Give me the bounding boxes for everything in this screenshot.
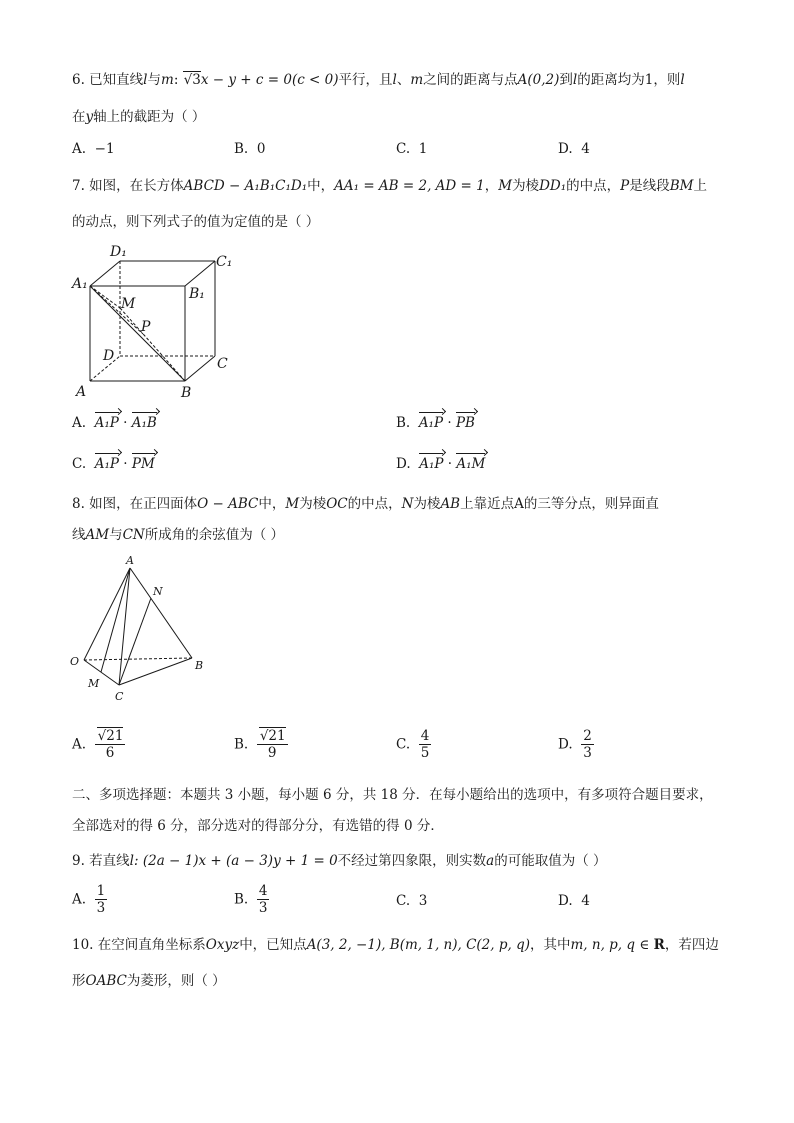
q6-text: 的距离均为1，则 [577, 72, 681, 88]
label-c1: C₁ [216, 254, 233, 270]
q7-text: ， [484, 178, 499, 194]
q6-point: A(0,2) [517, 72, 560, 88]
q6-line-2 [72, 107, 732, 127]
q7-text: 为棱 [512, 178, 540, 194]
segment-cn [119, 598, 151, 685]
q9-option-a: A. $\frac{1}{3}$ [72, 883, 106, 916]
q6-math: m [410, 72, 424, 88]
q10-line-2 [72, 971, 732, 991]
q7-option-b: B. A₁P · PB [396, 415, 475, 431]
q8-option-d: D. $\frac{2}{3}$ [558, 728, 592, 761]
segment-a1b [90, 286, 185, 381]
q10-points: A(3, 2, −1), B(m, 1, n), C(2, p, q) [306, 937, 530, 953]
edge-a1d1 [90, 261, 120, 286]
q9-math: a [486, 853, 495, 869]
q8-option-c: C. $\frac{4}{5}$ [396, 728, 430, 761]
q8-math: OC [326, 496, 348, 512]
label-b1: B₁ [189, 286, 205, 302]
q9-options [72, 883, 732, 923]
label-b: B [195, 659, 204, 672]
label-m: M [121, 296, 136, 312]
q6-sqrt: √3 [183, 72, 201, 88]
q6-math: l [392, 72, 397, 88]
q6-text: : [173, 72, 183, 88]
q10-text: 形 [72, 973, 86, 989]
q8-line-2 [72, 525, 732, 545]
q7-option-a: A. A₁P · A₁B [72, 415, 157, 431]
q9-option-c: C. 3 [396, 893, 428, 909]
edge-cb [119, 658, 192, 685]
q10-text: 10. 在空间直角坐标系 [72, 937, 206, 953]
q7-text: 7. 如图，在长方体 [72, 178, 184, 194]
q7-math: P [620, 178, 630, 194]
label-p: P [141, 319, 151, 335]
q8-text: 为棱 [299, 496, 327, 512]
label-d1: D₁ [110, 244, 127, 260]
edge-b1c1 [185, 261, 215, 286]
q6-math: l [680, 72, 685, 88]
q7-line-2 [72, 212, 732, 232]
q10-text: ，其中 [530, 937, 571, 953]
q8-text: 线 [72, 527, 86, 543]
q6-text: 之间的距离与点 [423, 72, 518, 88]
q7-math: BM [669, 178, 694, 194]
q7-option-c: C. A₁P · PM [72, 456, 155, 472]
q6-equation: x − y + c = 0 [200, 72, 292, 88]
q8-text: 8. 如图，在正四面体 [72, 496, 198, 512]
q7-option-d: D. A₁P · A₁M [396, 456, 486, 472]
q9-text: 的可能取值为（ ） [494, 853, 607, 869]
q8-text: 中， [258, 496, 286, 512]
q7-math: M [498, 178, 513, 194]
q8-math: CN [122, 527, 145, 543]
q6-text: 在 [72, 109, 86, 125]
label-a: A [126, 554, 134, 567]
q6-text: 轴上的截距为（ ） [93, 109, 206, 125]
q9-math: l [129, 853, 134, 869]
label-a: A [76, 384, 87, 400]
q8-math: AM [85, 527, 110, 543]
q8-solid-name: O − ABC [197, 496, 259, 512]
edge-ac [119, 568, 130, 685]
q9-line-1 [72, 851, 732, 871]
q7-options-row-1 [72, 415, 732, 439]
label-c: C [115, 690, 124, 703]
hidden-edge-ob [84, 658, 192, 660]
q7-solid-name: ABCD − A₁B₁C₁D₁ [183, 178, 308, 194]
q9-option-d: D. 4 [558, 893, 590, 909]
q6-option-a: A. −1 [72, 141, 115, 157]
q6-line-1 [72, 70, 732, 90]
q7-lengths: AA₁ = AB = 2, AD = 1 [334, 178, 485, 194]
q8-option-b: B. $\frac{√21}{9}$ [234, 728, 286, 761]
q8-text: 上靠近点A的三等分点，则异面直 [460, 496, 659, 512]
q6-math: l [572, 72, 578, 88]
label-o: O [70, 655, 80, 668]
segment-am [101, 568, 130, 672]
label-m: M [88, 677, 100, 690]
q8-text: 与 [109, 527, 123, 543]
tetrahedron-figure [64, 550, 214, 715]
label-a1: A₁ [72, 276, 88, 292]
section-2-heading-line-2: 全部选对的得 6 分，部分选对的得部分分，有选错的得 0 分． [72, 818, 444, 834]
q8-text: 所成角的余弦值为（ ） [144, 527, 285, 543]
q9-equation: : (2a − 1)x + (a − 3)y + 1 = 0 [134, 853, 338, 869]
q7-text: 是线段 [629, 178, 670, 194]
q6-text: 与 [147, 72, 161, 88]
q8-options [72, 728, 732, 768]
q7-text: 中， [307, 178, 335, 194]
segment-bm [120, 308, 185, 381]
q7-text: 的中点， [566, 178, 621, 194]
q8-math: AB [440, 496, 461, 512]
q10-math: OABC [85, 973, 127, 989]
q6-condition: (c < 0) [291, 72, 339, 88]
q7-text: 上 [693, 178, 707, 194]
q9-text: 9. 若直线 [72, 853, 130, 869]
label-b: B [181, 385, 192, 401]
q6-option-b: B. 0 [234, 141, 266, 157]
cuboid-figure [70, 238, 250, 403]
q6-text: 平行，且 [338, 72, 393, 88]
q6-options [72, 141, 732, 165]
q8-line-1 [72, 494, 732, 514]
q8-text: 为棱 [413, 496, 441, 512]
label-d: D [103, 348, 115, 364]
q10-line-1 [72, 935, 732, 955]
q6-text: 、 [396, 72, 411, 88]
q10-reals: R [653, 937, 665, 953]
q6-text: 到 [559, 72, 573, 88]
q8-text: 的中点， [347, 496, 402, 512]
label-n: N [153, 585, 163, 598]
q10-math: m, n, p, q ∈ [570, 937, 654, 953]
q9-option-b: B. $\frac{4}{3}$ [234, 883, 268, 916]
q10-text: ，若四边 [664, 937, 719, 953]
q9-text: 不经过第四象限，则实数 [337, 853, 487, 869]
q6-text: 6. 已知直线 [72, 72, 144, 88]
q7-line-1 [72, 176, 732, 196]
section-2-heading: 二、多项选择题：本题共 3 小题，每小题 6 分，共 18 分．在每小题给出的选项中，有多项符合题目要求， [72, 787, 713, 803]
q6-option-c: C. 1 [396, 141, 428, 157]
label-c: C [217, 356, 228, 372]
q8-math: M [285, 496, 300, 512]
q6-math: m [161, 72, 174, 88]
edge-ab [130, 568, 192, 658]
q6-math: y [85, 109, 94, 125]
segment-a1m [90, 286, 120, 308]
q7-math: DD₁ [539, 178, 567, 194]
q8-math: N [401, 496, 414, 512]
q8-option-a: A. $\frac{√21}{6}$ [72, 728, 124, 761]
q10-text: 为菱形，则（ ） [126, 973, 226, 989]
q10-text: 中，已知点 [239, 937, 307, 953]
q6-math: l [143, 72, 148, 88]
q10-math: Oxyz [205, 937, 240, 953]
q7-options-row-2 [72, 456, 732, 480]
edge-bc [185, 356, 215, 381]
q7-text: 的动点，则下列式子的值为定值的是（ ） [72, 214, 320, 230]
q6-option-d: D. 4 [558, 141, 590, 157]
